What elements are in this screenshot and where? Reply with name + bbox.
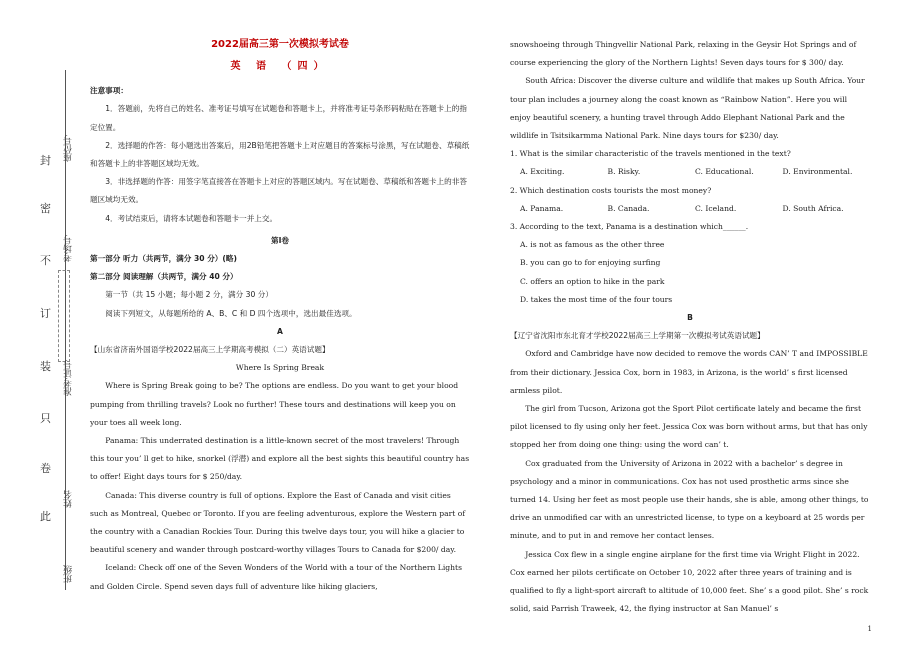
exam-subtitle: 英 语 （四）: [230, 61, 330, 72]
question-2: 2. Which destination costs tourists the most money?: [510, 185, 712, 195]
passage-a-paragraph: Iceland: Check off one of the Seven Wonders of the World with a tour of the Northern Lights and Golden Circle. Spend seven days full of adventure like hiking glaciers,: [90, 563, 462, 591]
notice-item: 3．非选择题的作答：用签字笔直接答在答题卡上对应的答题区域内。写在试题卷、草稿纸和答题卡上的非答题区域均无效。: [90, 177, 467, 205]
part-two-heading: 第二部分 阅读理解（共两节，满分 40 分）: [90, 272, 238, 282]
seal-char: 封: [40, 154, 51, 167]
instruction-text: 阅读下列短文，从每题所给的 A、B、C 和 D 四个选项中，选出最佳选项。: [105, 308, 357, 318]
seat-number-label: 座位号: [64, 135, 74, 162]
option: B. Risky.: [607, 167, 641, 177]
seal-char: 卷: [40, 462, 51, 475]
passage-b-paragraph: Cox graduated from the University of Arizona in 2022 with a bachelor’ s degree in psychology and a minor in communications. Cox has not used prosthetic arms since she turned 14. Using her feet as most people use their hands, she is able, among other things, to drive an unmodified car with an unrestricted license, to type on a keyboard at 25 words per minute, and to put in and remove her contact lenses.: [510, 458, 869, 541]
notice-item: 4．考试结束后，请将本试题卷和答题卡一并上交。: [105, 213, 278, 223]
admission-number-label: 准考证号: [64, 360, 74, 396]
passage-b-paragraph: Jessica Cox flew in a single engine airplane for the first time via Wright Flight in 2022. Cox earned her pilots certificate on October 10, 2022 after three years of training and is qualified to fly a light-sport aircraft to altitude of 10,000 feet. She’ s a good pilot. She’ s rock solid, said Parrish Traweek, 42, the flying instructor at San Manuel’ s: [510, 549, 869, 614]
notice-item: 1．答题前，先将自己的姓名、准考证号填写在试题卷和答题卡上，并将准考证号条形码粘贴在答题卡上的指定位置。: [90, 104, 467, 132]
option: D. Environmental.: [782, 167, 853, 177]
question-3: 3. According to the text, Panama is a destination which______.: [510, 222, 749, 232]
passage-a-letter: A: [277, 326, 283, 336]
exam-title: 2022届高三第一次模拟考试卷: [211, 39, 349, 50]
part-one-heading: 第一部分 听力（共两节，满分 30 分）(略): [90, 254, 237, 264]
seal-dotted-box: [58, 270, 70, 362]
option: B. Canada.: [607, 203, 650, 213]
passage-b-paragraph: The girl from Tucson, Arizona got the Sport Pilot certificate lately and became the first pilot licensed to fly using only her feet. Jessica Cox was born without arms, but that has only stopped her from doing one thing: using the word can’ t.: [510, 404, 868, 450]
passage-a-paragraph: Where is Spring Break going to be? The options are endless. Do you want to get your blood pumping from thrilling travels? Look no further! These tours and destinations will keep you on your toes all week long.: [90, 381, 459, 427]
passage-b-source: 【辽宁省沈阳市东北育才学校2022届高三上学期第一次模拟考试英语试题】: [510, 331, 765, 341]
volume-heading: 第Ⅰ卷: [270, 235, 289, 245]
notice-heading: 注意事项：: [90, 86, 128, 96]
seal-char: 此: [40, 510, 51, 523]
question-1: 1. What is the similar characteristic of the travels mentioned in the text?: [510, 149, 791, 159]
question-2-options: [510, 200, 870, 218]
binding-margin: [0, 0, 90, 651]
option: D. takes the most time of the four tours: [520, 294, 673, 304]
seal-char: 订: [40, 307, 51, 320]
option: D. South Africa.: [782, 203, 844, 213]
seal-char: 只: [40, 412, 51, 425]
south-africa-paragraph: South Africa: Discover the diverse culture and wildlife that makes up South Africa. Your tour plan includes a journey along the coast known as “Rainbow Nation”. Here you will enjoy beautiful scenery, a hunting travel through Addo Elephant National Park and the wildlife in Tsitsikarmma National Park. Nine days tours for $230/ day.: [510, 76, 865, 141]
right-column: [510, 0, 870, 619]
class-label: 班级: [64, 565, 74, 583]
passage-b-letter: B: [687, 313, 693, 323]
passage-a-paragraph: Canada: This diverse country is full of options. Explore the East of Canada and visit cities such as Montreal, Quebec or Toronto. If you are feeling adventurous, explore the Western part of the country with a Canadian Rockies Tour. During this twelve days tour, you will hike a glacier to beautiful scenery and wander through postcard-worthy villages Tours to Canada for $200/ day.: [90, 490, 466, 555]
iceland-continued: snowshoeing through Thingvellir National Park, relaxing in the Geysir Hot Springs and of course experiencing the glory of the Northern Lights! Seven days tours for $ 300/ day.: [510, 40, 857, 68]
option: C. offers an option to hike in the park: [520, 276, 665, 286]
question-1-options: [510, 163, 870, 181]
name-label: 姓名: [64, 490, 74, 508]
option: A. is not as famous as the other three: [520, 240, 665, 250]
left-column: [90, 0, 470, 596]
passage-a-paragraph: Panama: This underrated destination is a little-known secret of the most travelers! Through this tour you’ ll get to hike, snorkel (浮潜) and explore all the best sights this beautiful country has to offer! Eight days tours for $ 250/day.: [90, 436, 470, 482]
passage-a-title: Where Is Spring Break: [235, 363, 325, 373]
section-one-heading: 第一节（共 15 小题；每小题 2 分，满分 30 分）: [105, 290, 273, 300]
option: A. Panama.: [520, 203, 564, 213]
seal-char: 装: [40, 360, 51, 373]
seal-char: 不: [40, 254, 51, 267]
passage-a-source: 【山东省济南外国语学校2022届高三上学期高考模拟（二）英语试题】: [90, 345, 330, 355]
page-number: 1: [867, 625, 872, 633]
option: C. Iceland.: [695, 203, 737, 213]
seal-char: 密: [40, 202, 51, 215]
notice-item: 2．选择题的作答：每小题选出答案后，用2B铅笔把答题卡上对应题目的答案标号涂黑，写在试题卷、草稿纸和答题卡上的非答题区域均无效。: [90, 140, 470, 169]
option: A. Exciting.: [520, 167, 565, 177]
option: C. Educational.: [695, 167, 754, 177]
exam-room-label: 考场号: [64, 235, 74, 262]
option: B. you can go to for enjoying surfing: [520, 258, 661, 268]
passage-b-paragraph: Oxford and Cambridge have now decided to remove the words CAN’ T and IMPOSSIBLE from their dictionary. Jessica Cox, born in 1983, in Arizona, is the world’ s first licensed armless pilot.: [510, 349, 868, 395]
